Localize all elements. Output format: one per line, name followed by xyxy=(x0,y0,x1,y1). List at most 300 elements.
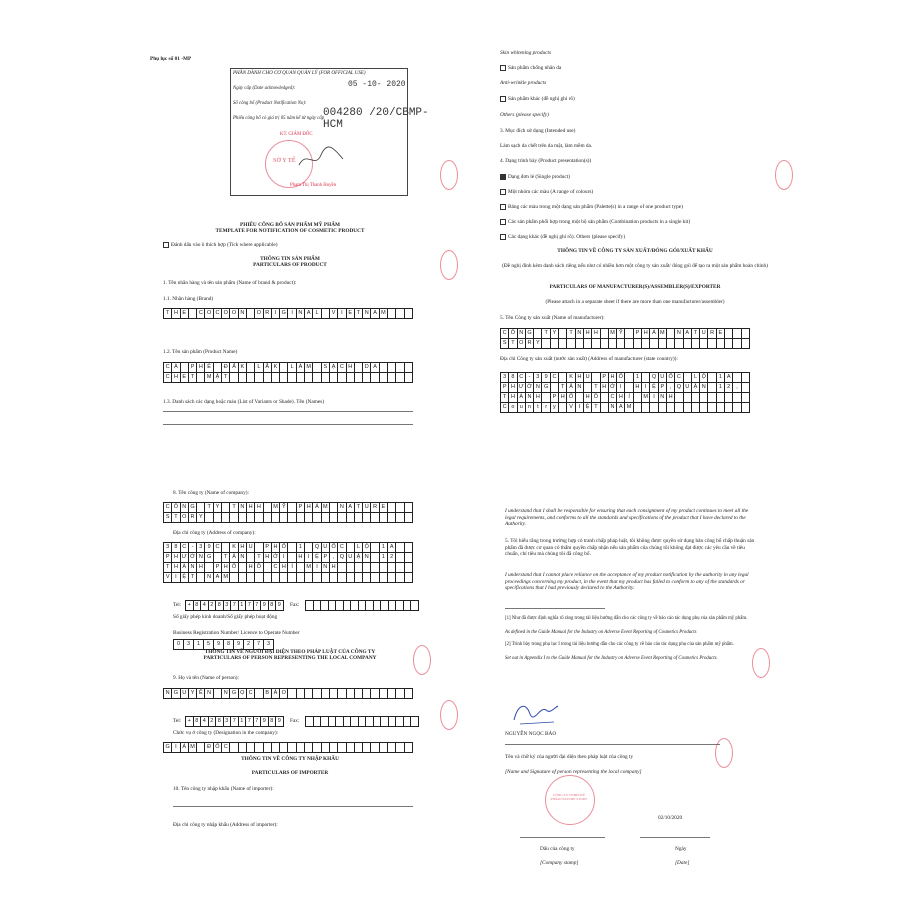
grid-cell xyxy=(363,373,371,383)
grid-cell: 3 xyxy=(501,373,509,383)
page-3 xyxy=(145,480,435,880)
grid-cell: O xyxy=(230,309,238,319)
grid-cell xyxy=(381,717,389,727)
company-name-grid xyxy=(163,502,413,523)
line-skin-whitening: Skin whitening products xyxy=(500,50,552,56)
grid-cell: O xyxy=(280,689,288,699)
grid-cell: 9 xyxy=(542,373,550,383)
page-2 xyxy=(490,40,780,450)
grid-cell: G xyxy=(189,503,197,513)
grid-cell: Y xyxy=(551,329,559,339)
grid-cell: U xyxy=(247,543,255,553)
grid-cell: 8 xyxy=(269,601,277,611)
grid-cell xyxy=(205,563,213,573)
grid-cell: P xyxy=(264,543,272,553)
grid-cell xyxy=(717,393,725,403)
grid-cell: 9 xyxy=(205,543,213,553)
grid-cell: 9 xyxy=(276,601,284,611)
grid-cell: 3 xyxy=(197,543,205,553)
grid-cell: Ậ xyxy=(355,553,363,563)
grid-cell xyxy=(338,573,346,583)
grid-cell xyxy=(305,373,313,383)
grid-cell xyxy=(264,563,272,573)
line-others-vn: Sản phẩm khác (đề nghị ghi rõ) xyxy=(500,96,575,103)
grid-cell: H xyxy=(247,563,255,573)
grid-cell: 1 xyxy=(194,640,204,650)
grid-cell: Y xyxy=(534,339,542,349)
grid-cell xyxy=(601,329,609,339)
grid-cell xyxy=(667,339,675,349)
grid-cell xyxy=(305,689,313,699)
grid-cell: Ô xyxy=(172,503,180,513)
grid-cell xyxy=(181,363,189,373)
grid-cell: - xyxy=(189,543,197,553)
manufacturer-address-label: Địa chỉ Công ty sản xuất (nước sản xuất) (Address of manufacturer (state country)): xyxy=(500,356,678,362)
grid-cell: A xyxy=(347,503,355,513)
grid-cell: O xyxy=(222,309,230,319)
grid-cell xyxy=(405,563,413,573)
grid-cell xyxy=(742,403,750,413)
grid-cell: S xyxy=(164,513,172,523)
grid-cell: K xyxy=(230,543,238,553)
grid-cell: L xyxy=(313,309,321,319)
grid-cell: I xyxy=(617,383,625,393)
grid-cell: + xyxy=(186,717,194,727)
grid-cell: 1 xyxy=(380,543,388,553)
grid-cell: Q xyxy=(338,553,346,563)
grid-cell: À xyxy=(518,393,526,403)
grid-cell xyxy=(336,601,344,611)
grid-cell xyxy=(205,513,213,523)
grid-cell xyxy=(322,373,330,383)
grid-cell xyxy=(700,393,708,403)
grid-cell xyxy=(742,339,750,349)
grid-cell xyxy=(601,339,609,349)
grid-cell: 7 xyxy=(254,717,262,727)
manufacturer-section-vn: THÔNG TIN VỀ CÔNG TY SẢN XUẤT/ĐÓNG GÓI/XUẤT KHẨU xyxy=(557,248,713,254)
grid-cell: À xyxy=(172,363,180,373)
footnote-2-vn: [2] Trình bày trong phụ lục I trong tài liệu hướng dẫn cho các công ty về báo cáo tác dụng phụ của sản phẩm mỹ phẩm. xyxy=(505,642,734,647)
stamp-label-en: [Company stamp] xyxy=(540,860,579,866)
grid-cell: Ễ xyxy=(197,689,205,699)
grid-cell: 3 xyxy=(164,543,172,553)
grid-cell xyxy=(272,513,280,523)
intended-use-label: 3. Mục đích sử dụng (Intended use) xyxy=(500,128,576,134)
representative-section-vn: THÔNG TIN VỀ NGƯỜI ĐẠI DIỆN THEO PHÁP LUẬT CỦA CÔNG TY xyxy=(204,649,376,655)
grid-cell: I xyxy=(576,403,584,413)
grid-cell xyxy=(396,743,404,753)
grid-cell: M xyxy=(380,309,388,319)
grid-cell xyxy=(239,743,247,753)
license-label-vn: Số giấy phép kinh doanh/Số giấy phép hoạt động xyxy=(173,614,278,620)
grid-cell: T xyxy=(172,513,180,523)
grid-cell: A xyxy=(684,329,692,339)
grid-cell xyxy=(700,403,708,413)
grid-cell xyxy=(255,513,263,523)
grid-cell xyxy=(363,573,371,583)
manufacturer-section-en: PARTICULARS OF MANUFACTURER(S)/ASSEMBLER(S)/EXPORTER xyxy=(549,284,721,290)
importer-section-en: PARTICULARS OF IMPORTER xyxy=(251,770,329,776)
grid-cell: H xyxy=(559,393,567,403)
grid-cell: A xyxy=(388,543,396,553)
page-seal xyxy=(752,648,770,678)
manufacturer-address-grid xyxy=(500,372,750,413)
grid-cell: , xyxy=(733,383,741,393)
grid-cell: 3 xyxy=(184,640,194,650)
grid-cell xyxy=(659,403,667,413)
company-name-label: 8. Tên công ty (Name of company): xyxy=(173,490,249,496)
grid-cell: 8 xyxy=(194,717,202,727)
grid-cell: S xyxy=(501,339,509,349)
grid-cell xyxy=(551,383,559,393)
grid-cell: 8 xyxy=(216,717,224,727)
grid-cell: N xyxy=(322,563,330,573)
grid-cell: P xyxy=(501,383,509,393)
page-1 xyxy=(145,40,435,450)
grid-cell xyxy=(388,503,396,513)
grid-cell: I xyxy=(650,393,658,403)
grid-cell xyxy=(306,601,314,611)
grid-cell xyxy=(314,717,322,727)
grid-cell: N xyxy=(164,689,172,699)
grid-cell xyxy=(708,383,716,393)
grid-cell: 2 xyxy=(388,553,396,563)
grid-cell: N xyxy=(205,689,213,699)
grid-cell: 3 xyxy=(224,601,232,611)
person-name-label: 9. Họ và tên (Name of person): xyxy=(173,675,240,681)
footnote-1-vn: [1] Như đã được định nghĩa rõ ràng trong tài liệu hướng dẫn cho các công ty về báo cáo tác dụng phụ của sản phẩm mỹ phẩm. xyxy=(505,616,748,621)
grid-cell: 2 xyxy=(209,601,217,611)
footnote-2-en: Set out in Appendix I to the Guide Manual for the Industry on Adverse Event Reporting of Cosmetics Products. xyxy=(505,656,718,661)
grid-cell: Ố xyxy=(330,543,338,553)
grid-cell xyxy=(667,403,675,413)
opt-range-colours: Một nhóm các màu (A range of colours) xyxy=(500,189,593,196)
grid-cell: Ả xyxy=(272,689,280,699)
grid-cell xyxy=(305,573,313,583)
grid-cell: N xyxy=(534,383,542,393)
grid-cell xyxy=(355,373,363,383)
grid-cell xyxy=(380,743,388,753)
grid-cell: 1 xyxy=(717,373,725,383)
grid-cell xyxy=(366,601,374,611)
grid-cell xyxy=(351,601,359,611)
grid-cell: A xyxy=(725,373,733,383)
grid-cell xyxy=(330,503,338,513)
grid-cell: , xyxy=(667,383,675,393)
grid-cell xyxy=(247,553,255,563)
grid-cell xyxy=(380,513,388,523)
grid-cell xyxy=(371,543,379,553)
form-title-en: TEMPLATE FOR NOTIFICATION OF COSMETIC PRODUCT xyxy=(215,228,365,234)
grid-cell: U xyxy=(684,383,692,393)
grid-cell xyxy=(214,513,222,523)
grid-cell xyxy=(405,503,413,513)
grid-cell xyxy=(288,689,296,699)
grid-cell xyxy=(625,329,633,339)
grid-cell: 4 xyxy=(201,717,209,727)
grid-cell xyxy=(642,373,650,383)
grid-cell xyxy=(380,363,388,373)
appendix-header: Phụ lục số 01 -MP xyxy=(150,56,192,62)
grid-cell xyxy=(255,743,263,753)
grid-cell: T xyxy=(355,503,363,513)
grid-cell xyxy=(684,339,692,349)
grid-cell xyxy=(405,743,413,753)
designation-grid xyxy=(163,742,413,753)
grid-cell xyxy=(359,601,367,611)
grid-cell: P xyxy=(322,553,330,563)
product-section-vn: THÔNG TIN SẢN PHẨM xyxy=(260,256,320,262)
grid-cell: M xyxy=(659,329,667,339)
grid-cell: H xyxy=(297,553,305,563)
signer-name: Phạm Thị Thanh Huyền xyxy=(290,183,337,188)
grid-cell: Â xyxy=(567,383,575,393)
grid-cell: 7 xyxy=(231,601,239,611)
line-others-en: Others (please specify) xyxy=(500,112,549,118)
grid-cell: O xyxy=(205,309,213,319)
grid-cell: - xyxy=(526,373,534,383)
grid-cell: I xyxy=(313,563,321,573)
statement-2: 5. Tôi hiểu rằng trong trường hợp có tranh chấp pháp luật, tôi không được quyền sử dụng bản công bố chấp thuận sản phẩm đã được cơ quan có thẩm quyền chấp nhận nếu sản phẩm của chúng tôi không đạt được các yêu cầu về tiêu chuẩn, chỉ tiêu mà chúng tôi đã công bố. xyxy=(505,538,755,557)
grid-cell: M xyxy=(642,393,650,403)
grid-cell xyxy=(742,393,750,403)
grid-cell xyxy=(247,573,255,583)
grid-cell xyxy=(396,689,404,699)
fax2-grid xyxy=(305,716,419,727)
grid-cell xyxy=(388,689,396,699)
grid-cell xyxy=(197,743,205,753)
grid-cell: C xyxy=(197,309,205,319)
grid-cell: H xyxy=(584,393,592,403)
grid-cell xyxy=(559,339,567,349)
grid-cell xyxy=(230,743,238,753)
opt-combination: Các sản phẩm phối hợp trong một bộ sản phẩm (Combination products in a single kit) xyxy=(500,219,690,226)
grid-cell xyxy=(280,363,288,373)
grid-cell: Ệ xyxy=(650,383,658,393)
grid-cell xyxy=(344,601,352,611)
grid-cell xyxy=(725,329,733,339)
grid-cell xyxy=(363,689,371,699)
grid-cell: I xyxy=(642,383,650,393)
grid-cell: C xyxy=(272,563,280,573)
grid-cell: E xyxy=(181,373,189,383)
grid-cell xyxy=(344,717,352,727)
grid-cell xyxy=(405,309,413,319)
grid-cell: C xyxy=(214,309,222,319)
grid-cell: R xyxy=(264,309,272,319)
grid-cell: N xyxy=(700,383,708,393)
grid-cell xyxy=(675,339,683,349)
grid-cell xyxy=(684,393,692,403)
opt-others: Các dạng khác (đề nghị ghi rõ). Others (please specify) xyxy=(500,234,625,241)
grid-cell xyxy=(380,573,388,583)
grid-cell: C xyxy=(247,689,255,699)
grid-cell xyxy=(272,373,280,383)
grid-cell: L xyxy=(255,363,263,373)
importer-line xyxy=(173,806,413,807)
grid-cell xyxy=(405,513,413,523)
grid-cell xyxy=(601,403,609,413)
grid-cell xyxy=(322,743,330,753)
grid-cell xyxy=(742,383,750,393)
grid-cell: 8 xyxy=(194,601,202,611)
designation-label: Chức vụ ở công ty (Designation in the company): xyxy=(173,730,279,736)
grid-cell: R xyxy=(526,339,534,349)
grid-cell xyxy=(338,563,346,573)
grid-cell: 7 xyxy=(254,601,262,611)
grid-cell: U xyxy=(363,503,371,513)
grid-cell xyxy=(330,573,338,583)
grid-cell: A xyxy=(371,309,379,319)
grid-cell: H xyxy=(197,563,205,573)
grid-cell: Ộ xyxy=(363,543,371,553)
grid-cell: M xyxy=(205,373,213,383)
grid-cell: Ọ xyxy=(239,689,247,699)
grid-cell: T xyxy=(189,573,197,583)
grid-cell: N xyxy=(675,329,683,339)
grid-cell: P xyxy=(551,393,559,403)
grid-cell: V xyxy=(164,573,172,583)
grid-cell xyxy=(609,339,617,349)
grid-cell xyxy=(288,543,296,553)
grid-cell: Y xyxy=(214,503,222,513)
grid-cell: N xyxy=(239,309,247,319)
grid-cell: N xyxy=(239,503,247,513)
grid-cell xyxy=(264,503,272,513)
grid-cell: U xyxy=(181,689,189,699)
grid-cell: Í xyxy=(625,393,633,403)
grid-cell xyxy=(404,717,412,727)
grid-cell: 2 xyxy=(725,383,733,393)
grid-cell xyxy=(625,383,633,393)
grid-cell xyxy=(313,689,321,699)
grid-cell: U xyxy=(659,373,667,383)
grid-cell: E xyxy=(347,309,355,319)
grid-cell xyxy=(733,393,741,403)
grid-cell: T xyxy=(222,553,230,563)
grid-cell: I xyxy=(172,573,180,583)
grid-cell: H xyxy=(576,373,584,383)
grid-cell xyxy=(388,373,396,383)
grid-cell: C xyxy=(518,373,526,383)
tick-note: Đánh dấu vào ô thích hợp (Tick where applicable) xyxy=(163,242,277,249)
grid-cell xyxy=(708,339,716,349)
grid-cell xyxy=(405,553,413,563)
grid-cell: G xyxy=(526,329,534,339)
grid-cell xyxy=(359,717,367,727)
grid-cell xyxy=(650,339,658,349)
grid-cell: C xyxy=(164,363,172,373)
grid-cell: Ẩ xyxy=(650,329,658,339)
grid-cell: H xyxy=(272,543,280,553)
stamp-label-vn: Dấu của công ty xyxy=(540,846,575,852)
grid-cell: I xyxy=(338,309,346,319)
grid-cell xyxy=(708,393,716,403)
representative-signature-icon xyxy=(510,698,560,728)
grid-cell xyxy=(742,373,750,383)
grid-cell xyxy=(692,393,700,403)
grid-cell: N xyxy=(609,403,617,413)
grid-cell xyxy=(347,743,355,753)
grid-cell: R xyxy=(189,513,197,523)
grid-cell xyxy=(601,393,609,403)
grid-cell: Í xyxy=(288,563,296,573)
grid-cell xyxy=(405,689,413,699)
grid-cell: H xyxy=(609,373,617,383)
grid-cell xyxy=(371,513,379,523)
variants-line-2 xyxy=(163,424,413,425)
grid-cell xyxy=(692,339,700,349)
grid-cell: , xyxy=(330,553,338,563)
grid-cell xyxy=(396,503,404,513)
date-acknowledged-value: 05 -10- 2020 xyxy=(348,80,406,89)
grid-cell xyxy=(388,513,396,523)
grid-cell: 1 xyxy=(297,543,305,553)
grid-cell xyxy=(247,363,255,373)
importer-name-label: 10. Tên công ty nhập khẩu (Name of importer): xyxy=(173,786,274,792)
grid-cell xyxy=(239,513,247,523)
grid-cell: R xyxy=(708,329,716,339)
grid-cell xyxy=(347,563,355,573)
grid-cell: n xyxy=(526,403,534,413)
grid-cell xyxy=(347,573,355,583)
grid-cell: N xyxy=(518,329,526,339)
grid-cell: N xyxy=(338,503,346,513)
line-anti-wrinkle-en: Anti-wrinkle products xyxy=(500,80,547,86)
grid-cell: C xyxy=(338,543,346,553)
grid-cell xyxy=(634,393,642,403)
grid-cell: Á xyxy=(181,743,189,753)
grid-cell xyxy=(264,743,272,753)
grid-cell: 8 xyxy=(269,717,277,727)
notification-number-label: Số công bố (Product Notification No): xyxy=(233,101,307,106)
grid-cell xyxy=(659,339,667,349)
grid-cell: 1 xyxy=(239,601,247,611)
grid-cell: Ờ xyxy=(526,383,534,393)
grid-cell: T xyxy=(189,373,197,383)
grid-cell: O xyxy=(255,309,263,319)
grid-cell: H xyxy=(280,563,288,573)
grid-cell: H xyxy=(172,373,180,383)
grid-cell: Q xyxy=(650,373,658,383)
grid-cell xyxy=(239,373,247,383)
grid-cell xyxy=(708,403,716,413)
grid-cell: Ắ xyxy=(264,363,272,373)
importer-section-vn: THÔNG TIN VỀ CÔNG TY NHẬP KHẨU xyxy=(241,756,339,762)
grid-cell: Ớ xyxy=(272,553,280,563)
grid-cell: Ỹ xyxy=(617,329,625,339)
grid-cell: 8 xyxy=(216,601,224,611)
grid-cell: Ệ xyxy=(584,403,592,413)
grid-cell: Đ xyxy=(222,363,230,373)
grid-cell xyxy=(347,689,355,699)
grid-cell xyxy=(742,329,750,339)
page-seal xyxy=(715,738,733,768)
grid-cell: 7 xyxy=(246,717,254,727)
grid-cell xyxy=(634,403,642,413)
grid-cell: T xyxy=(205,503,213,513)
grid-cell xyxy=(338,513,346,523)
fax-label: Fax: xyxy=(290,602,300,608)
grid-cell xyxy=(336,717,344,727)
grid-cell: C xyxy=(164,373,172,383)
license-label-en: Business Registration Number/ Licence to Operate Number xyxy=(173,630,300,636)
grid-cell: I xyxy=(280,553,288,563)
grid-cell xyxy=(355,563,363,573)
grid-cell xyxy=(559,373,567,383)
grid-cell xyxy=(380,689,388,699)
grid-cell xyxy=(717,403,725,413)
